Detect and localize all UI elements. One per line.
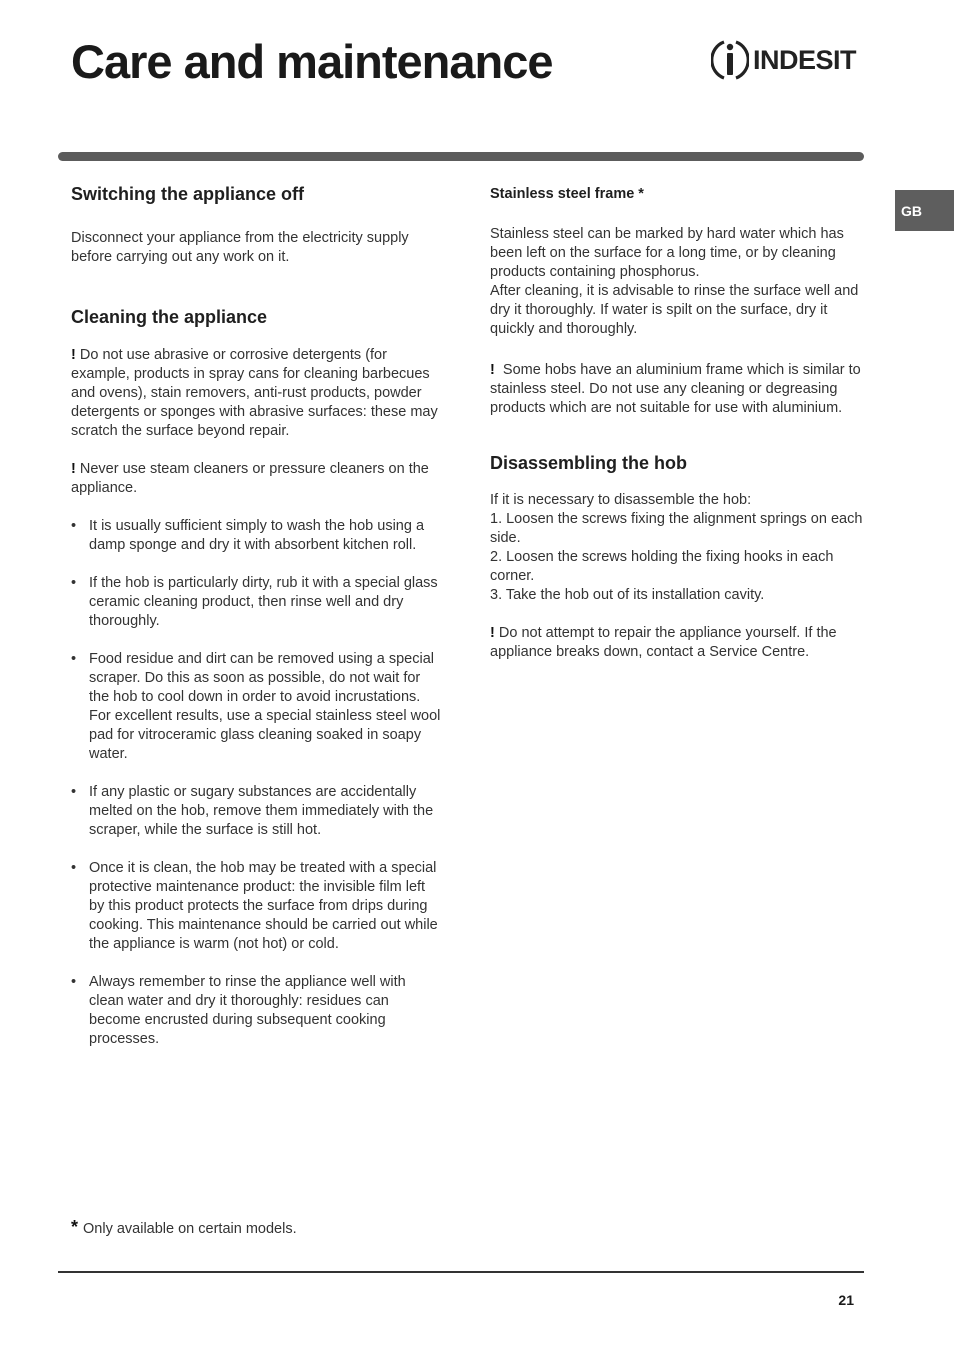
footnote-mark: * [71, 1217, 79, 1237]
disassembling-step: 1. Loosen the screws fixing the alignment springs on each side. [490, 511, 863, 546]
cleaning-warning-1-text: Do not use abrasive or corrosive detergents (for example, products in spray cans for cleaning barbecues and ovens), stain removers, anti-rust products, powder detergents or sponges with abrasive surfaces: these may scratch the surface beyond repair. [71, 347, 438, 439]
list-item: • If any plastic or sugary substances are accidentally melted on the hob, remove them immediately with the scraper, while the surface is still hot. [71, 783, 443, 840]
brand-logo [711, 38, 856, 82]
language-tab: GB [895, 190, 954, 231]
cleaning-warning-2-text: Never use steam cleaners or pressure cleaners on the appliance. [71, 461, 429, 496]
stainless-steel-text-2: After cleaning, it is advisable to rinse the surface well and dry it thoroughly. If water is spilt on the surface, dry it quickly and thoroughly. [490, 283, 859, 337]
disassembling-step: 2. Loosen the screws holding the fixing hooks in each corner. [490, 549, 834, 584]
repair-warning [490, 624, 865, 662]
disassembling-heading: Disassembling the hob [490, 453, 688, 473]
page-number: 21 [838, 1292, 854, 1308]
right-column [490, 183, 865, 662]
header-divider [58, 152, 864, 161]
disassembling-step: 3. Take the hob out of its installation cavity. [490, 587, 765, 603]
switching-off-heading: Switching the appliance off [71, 184, 305, 204]
brand-name: INDESIT [753, 44, 857, 75]
warning-mark: ! [490, 362, 495, 378]
list-item: • Food residue and dirt can be removed using a special scraper. Do this as soon as possible, do not wait for the hob to cool down in order to avoid incrustations. For excellent results, use a special stainless steel wool pad for vitroceramic glass cleaning soaked in soapy water. [71, 650, 443, 764]
footnote [71, 1217, 297, 1238]
disassembling-intro: If it is necessary to disassemble the hob: [490, 492, 752, 508]
cleaning-tips-list [71, 517, 443, 1049]
cleaning-warning-1 [71, 346, 443, 441]
indesit-i-logo-icon [711, 38, 749, 82]
aluminium-warning-text: Some hobs have an aluminium frame which is similar to stainless steel. Do not use any cleaning or degreasing products which are not suitable for use with aluminium. [490, 362, 861, 416]
list-item: • If the hob is particularly dirty, rub it with a special glass ceramic cleaning product, then rinse well and dry thoroughly. [71, 574, 443, 631]
list-item: • Always remember to rinse the appliance well with clean water and dry it thoroughly: residues can become encrusted during subsequent cooking processes. [71, 973, 443, 1049]
cleaning-heading: Cleaning the appliance [71, 307, 268, 327]
footnote-text: Only available on certain models. [83, 1221, 297, 1237]
aluminium-warning [490, 361, 865, 418]
stainless-steel-text-1: Stainless steel can be marked by hard water which has been left on the surface for a long time, or by cleaning products containing phosphorus. [490, 226, 844, 280]
list-item: • It is usually sufficient simply to wash the hob using a damp sponge and dry it with absorbent kitchen roll. [71, 517, 443, 555]
footer-divider [58, 1271, 864, 1273]
repair-warning-text: Do not attempt to repair the appliance yourself. If the appliance breaks down, contact a Service Centre. [490, 625, 837, 660]
warning-mark: ! [490, 625, 495, 641]
switching-off-text: Disconnect your appliance from the electricity supply before carrying out any work on it. [71, 230, 409, 265]
warning-mark: ! [71, 347, 76, 363]
left-column [71, 183, 443, 1068]
warning-mark: ! [71, 461, 76, 477]
cleaning-warning-2 [71, 460, 443, 498]
page-title: Care and maintenance [71, 35, 553, 88]
list-item: • Once it is clean, the hob may be treated with a special protective maintenance product: the invisible film left by this product protects the surface from drips during cooking. This maintenance should be carried out while the appliance is warm (not hot) or cold. [71, 859, 443, 954]
stainless-steel-heading: Stainless steel frame * [490, 186, 644, 202]
